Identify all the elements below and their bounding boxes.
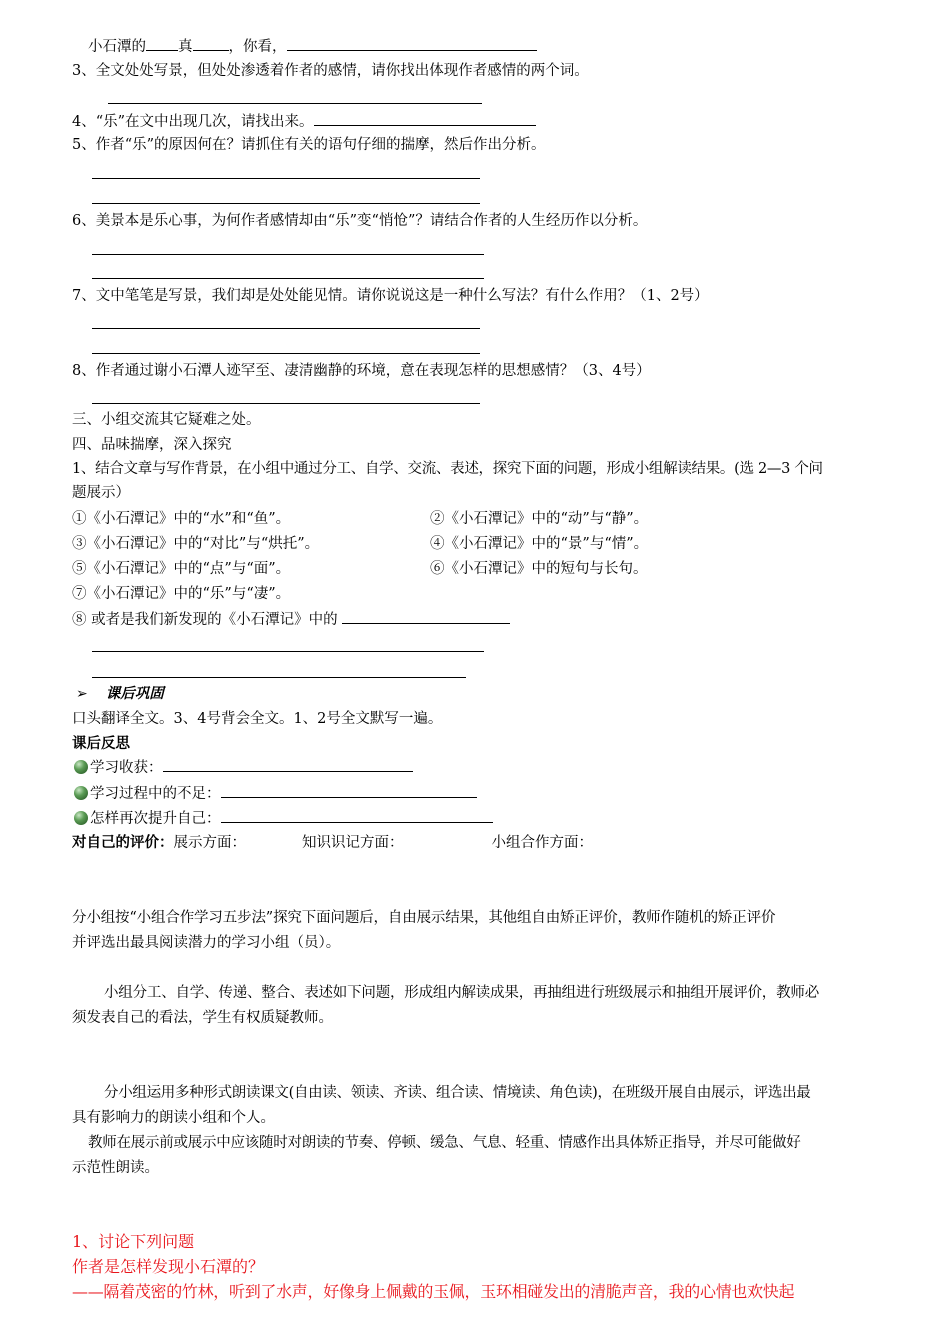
answer-blank[interactable] — [163, 757, 413, 772]
question-7: 7、文中笔笔是写景，我们却是处处能见情。请你说说这是一种什么写法？有什么作用？（1、2号） — [72, 288, 709, 304]
topic-4: ④《小石潭记》中的“景”与“情”。 — [430, 536, 649, 552]
answer-blank[interactable] — [146, 36, 178, 51]
paragraph-4-line-b: 示范性朗读。 — [72, 1160, 159, 1176]
paragraph-2-line-b: 须发表自己的看法，学生有权质疑教师。 — [72, 1010, 333, 1026]
reflection-gain — [74, 757, 413, 778]
question-suffix: ，你看， — [228, 39, 287, 55]
section-4-heading: 四、品味揣摩，深入探究 — [72, 437, 232, 453]
green-ball-icon — [74, 786, 88, 800]
answer-line[interactable] — [108, 103, 482, 104]
red-heading: 1、讨论下列问题 — [72, 1232, 195, 1251]
paragraph-2-line-a: 小组分工、自学、传递、整合、表述如下问题，形成组内解读成果，再抽组进行班级展示和抽组开展评价，教师必 — [104, 985, 819, 1001]
answer-line[interactable] — [92, 254, 484, 255]
question-5: 5、作者“乐”的原因何在？请抓住有关的语句仔细的揣摩，然后作出分析。 — [72, 137, 546, 153]
answer-line[interactable] — [92, 328, 480, 329]
answer-line[interactable] — [92, 403, 480, 404]
paragraph-3-line-b: 具有影响力的朗读小组和个人。 — [72, 1110, 275, 1126]
answer-line[interactable] — [92, 278, 484, 279]
question-8: 8、作者通过谢小石潭人迹罕至、凄清幽静的环境，意在表现怎样的思想感情？（3、4号） — [72, 363, 651, 379]
topic-6: ⑥《小石潭记》中的短句与长句。 — [430, 561, 648, 577]
paragraph-4-line-a: 教师在展示前或展示中应该随时对朗读的节奏、停顿、缓急、气息、轻重、情感作出具体矫正指导，并尽可能做好 — [88, 1135, 801, 1151]
red-question: 作者是怎样发现小石潭的？ — [72, 1257, 265, 1276]
reflection-improve-label: 怎样再次提升自己： — [90, 811, 221, 827]
topic-8 — [72, 609, 510, 630]
topic-2: ②《小石潭记》中的“动”与“静”。 — [430, 511, 649, 527]
after-class-body: 口头翻译全文。3、4号背会全文。1、2号全文默写一遍。 — [72, 711, 443, 727]
red-answer: ——隔着茂密的竹林，听到了水声，好像身上佩戴的玉佩，玉环相碰发出的清脆声音，我的心情也欢快起 — [72, 1282, 795, 1301]
question-prefix: 小石潭的 — [88, 39, 146, 55]
green-ball-icon — [74, 760, 88, 774]
self-evaluation — [72, 833, 593, 853]
paragraph-1-line-a: 分小组按“小组合作学习五步法”探究下面问题后，自由展示结果，其他组自由矫正评价，教师作随机的矫正评价 — [72, 910, 776, 926]
self-eval-group: 小组合作方面： — [491, 835, 593, 851]
answer-line[interactable] — [92, 178, 480, 179]
topic-8-text: ⑧ 或者是我们新发现的《小石潭记》中的 — [72, 612, 338, 628]
paragraph-1-line-b: 并评选出最具阅读潜力的学习小组（员）。 — [72, 935, 341, 951]
answer-line[interactable] — [92, 651, 484, 652]
reflection-lack — [74, 783, 477, 804]
answer-blank[interactable] — [314, 111, 536, 126]
task-1-line-a: 1、结合文章与写作背景，在小组中通过分工、自学、交流、表述，探究下面的问题，形成小组解读结果。(选 2—3 个问 — [72, 461, 823, 477]
reflection-gain-label: 学习收获： — [90, 760, 163, 776]
topic-1: ①《小石潭记》中的“水”和“鱼”。 — [72, 511, 291, 527]
reflection-lack-label: 学习过程中的不足： — [90, 786, 221, 802]
question-mid: 真 — [178, 39, 193, 55]
answer-line[interactable] — [92, 677, 466, 678]
answer-blank[interactable] — [221, 783, 477, 798]
task-1-line-b: 题展示） — [72, 485, 130, 501]
arrow-bullet-icon: ➢ — [76, 686, 88, 702]
question-4 — [72, 111, 536, 132]
question-6: 6、美景本是乐心事，为何作者感情却由“乐”变“悄怆”？请结合作者的人生经历作以分析。 — [72, 213, 648, 229]
topic-7: ⑦《小石潭记》中的“乐”与“凄”。 — [72, 586, 291, 602]
after-class-title: 课后巩固 — [105, 685, 164, 702]
question-4-text: 4、“乐”在文中出现几次，请找出来。 — [72, 114, 314, 130]
answer-blank[interactable] — [221, 808, 493, 823]
reflection-improve — [74, 808, 493, 829]
answer-blank[interactable] — [193, 36, 229, 51]
answer-blank[interactable] — [287, 36, 537, 51]
answer-line[interactable] — [92, 203, 480, 204]
answer-line[interactable] — [92, 353, 480, 354]
section-3-heading: 三、小组交流其它疑难之处。 — [72, 412, 261, 428]
green-ball-icon — [74, 811, 88, 825]
self-eval-knowledge: 知识识记方面： — [302, 835, 404, 851]
question-3: 3、全文处处写景，但处处渗透着作者的感情，请你找出体现作者感情的两个词。 — [72, 63, 589, 79]
after-class-heading — [76, 684, 164, 704]
reflection-title: 课后反思 — [72, 735, 130, 752]
self-eval-show: 展示方面： — [173, 835, 246, 851]
paragraph-3-line-a: 分小组运用多种形式朗读课文(自由读、领读、齐读、组合读、情境读、角色读)，在班级开展自由展示，评选出最 — [104, 1085, 811, 1101]
topic-3: ③《小石潭记》中的“对比”与“烘托”。 — [72, 536, 320, 552]
question-line-top — [88, 36, 537, 57]
self-eval-label: 对自己的评价： — [72, 834, 174, 851]
topic-5: ⑤《小石潭记》中的“点”与“面”。 — [72, 561, 291, 577]
answer-blank[interactable] — [342, 609, 510, 624]
